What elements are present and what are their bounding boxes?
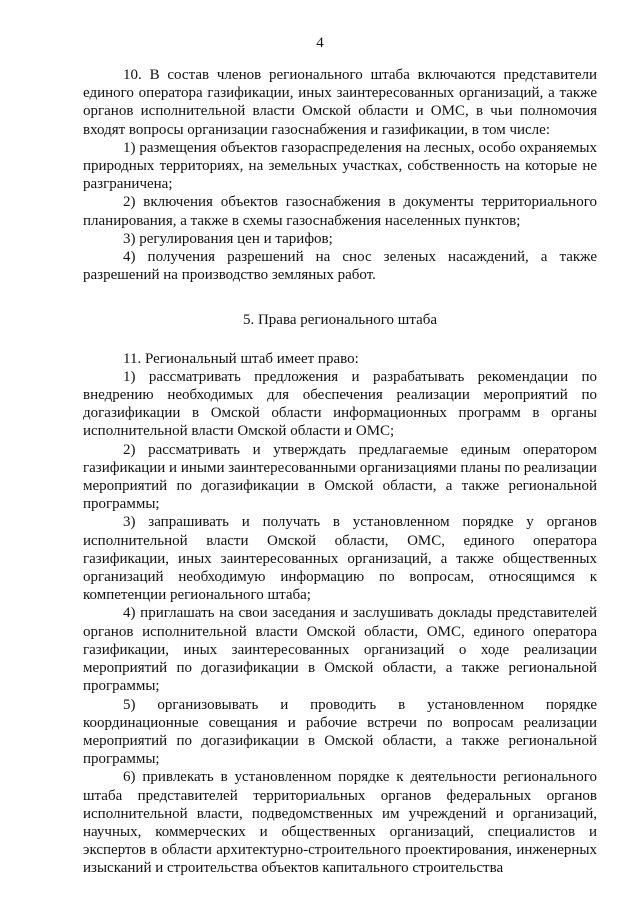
list-item: 4) получения разрешений на снос зеленых насаждений, а также разрешений на производство земляных работ.	[83, 249, 597, 284]
paragraph: 11. Региональный штаб имеет право:	[123, 350, 359, 367]
section-heading: 5. Права регионального штаба	[242, 312, 438, 329]
list-item: 3) запрашивать и получать в установленном порядке у органов исполнительной власти Омской области, ОМС, единого оператора газификации, иных заинтересованных организаций, а также общественных организаций необходимую информацию по вопросам, относящимся к компетенции регионального штаба;	[83, 514, 597, 604]
list-item: 6) привлекать в установленном порядке к деятельности регионального штаба представителей территориальных органов федеральных органов исполнительной власти, подведомственных им учреждений и организаций, научных, коммерческих и общественных организаций, специалистов и экспертов в области архитектурно-строительного проектирования, инженерных изысканий и строительства объектов капитального строительства	[83, 769, 597, 877]
page-number: 4	[316, 35, 324, 51]
document-body	[83, 66, 597, 878]
list-item: 1) рассматривать предложения и разрабатывать рекомендации по внедрению необходимых для обеспечения реализации мероприятий по догазификации в Омской области информационных программ в органы исполнительной власти Омской области и ОМС;	[83, 368, 597, 440]
list-item: 3) регулирования цен и тарифов;	[123, 230, 333, 247]
list-item: 2) включения объектов газоснабжения в документы территориального планирования, а также в схемы газоснабжения населенных пунктов;	[83, 194, 597, 229]
list-item: 2) рассматривать и утверждать предлагаемые единым оператором газификации и иными заинтересованными организациями планы по реализации мероприятий по догазификации в Омской области, а также региональной программы;	[83, 441, 598, 513]
list-item: 1) размещения объектов газораспределения на лесных, особо охраняемых природных территориях, на земельных участках, собственность на которые не разграничена;	[83, 139, 597, 193]
list-item: 5) организовывать и проводить в установленном порядке координационные совещания и рабочие встречи по вопросам реализации мероприятий по догазификации в Омской области, а также региональной программы;	[83, 696, 597, 768]
list-item: 4) приглашать на свои заседания и заслушивать доклады представителей органов исполнительной власти Омской области, ОМС, единого оператора газификации, иных заинтересованных организаций о ходе реализации мероприятий по догазификации в Омской области, а также региональной программы;	[83, 605, 597, 695]
paragraph: 10. В состав членов регионального штаба включаются представители единого оператора газификации, иных заинтересованных организаций, а также органов исполнительной власти Омской области и ОМС, в чьи полномочия входят вопросы организации газоснабжения и газификации, в том числе:	[83, 67, 597, 138]
